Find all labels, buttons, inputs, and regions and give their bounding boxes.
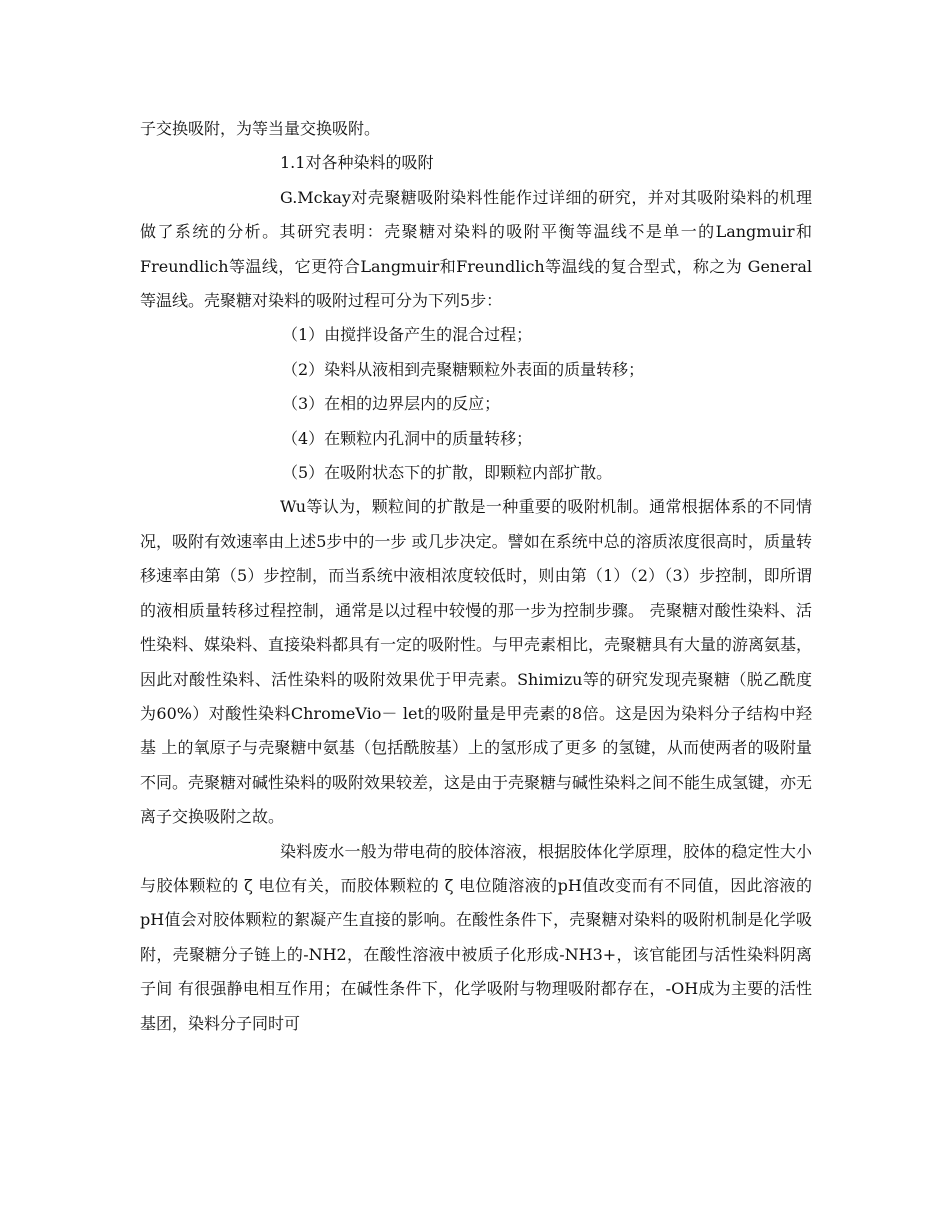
list-item-step-3: （3）在相的边界层内的反应； xyxy=(282,394,501,414)
document-body xyxy=(140,112,812,1041)
section-heading: 1.1对各种染料的吸附 xyxy=(280,153,434,173)
list-item-step-2: （2）染料从液相到壳聚糖颗粒外表面的质量转移； xyxy=(282,359,645,379)
list-item-step-4: （4）在颗粒内孔洞中的质量转移； xyxy=(282,428,533,448)
paragraph-ph: 染料废水一般为带电荷的胶体溶液，根据胶体化学原理，胶体的稳定性大小与胶体颗粒的 ζ 电位有关，而胶体颗粒的 ζ 电位随溶液的pH值改变而有不同值，因此溶液的pH值会对胶体颗粒的絮凝产生直接的影响。在酸性条件下，壳聚糖对染料的吸附机制是化学吸附，壳聚糖分子链上的-NH2，在酸性溶液中被质子化形成-NH3+，该官能团与活性染料阴离子间 有很强静电相互作用；在碱性条件下，化学吸附与物理吸附都存在，-OH成为主要的活性基团，染料分子同时可 xyxy=(140,841,812,1033)
paragraph-continuation: 子交换吸附，为等当量交换吸附。 xyxy=(140,119,381,138)
paragraph-mckay: G.Mckay对壳聚糖吸附染料性能作过详细的研究，并对其吸附染料的机理做了系统的分析。其研究表明：壳聚糖对染料的吸附平衡等温线不是单一的Langmuir和Freundlich等温线，它更符合Langmuir和Freundlich等温线的复合型式，称之为 General等温线。壳聚糖对染料的吸附过程可分为下列5步： xyxy=(140,187,812,311)
paragraph-wu: Wu等认为，颗粒间的扩散是一种重要的吸附机制。通常根据体系的不同情况，吸附有效速率由上述5步中的一步 或几步决定。譬如在系统中总的溶质浓度很高时，质量转移速率由第（5）步控制，而当系统中液相浓度较低时，则由第（1）（2）（3）步控制，即所谓的液相质量转移过程控制，通常是以过程中较慢的那一步为控制步骤。 壳聚糖对酸性染料、活性染料、媒染料、直接染料都具有一定的吸附性。与甲壳素相比，壳聚糖具有大量的游离氨基，因此对酸性染料、活性染料的吸附效果优于甲壳素。Shimizu等的研究发现壳聚糖（脱乙酰度为60%）对酸性染料ChromeVio－ let的吸附量是甲壳素的8倍。这是因为染料分子结构中羟基 上的氧原子与壳聚糖中氨基（包括酰胺基）上的氢形成了更多 的氢键，从而使两者的吸附量不同。壳聚糖对碱性染料的吸附效果较差，这是由于壳聚糖与碱性染料之间不能生成氢键，亦无离子交换吸附之故。 xyxy=(140,497,813,827)
list-item-step-1: （1）由搅拌设备产生的混合过程； xyxy=(282,325,533,345)
list-item-step-5: （5）在吸附状态下的扩散，即颗粒内部扩散。 xyxy=(282,463,613,483)
